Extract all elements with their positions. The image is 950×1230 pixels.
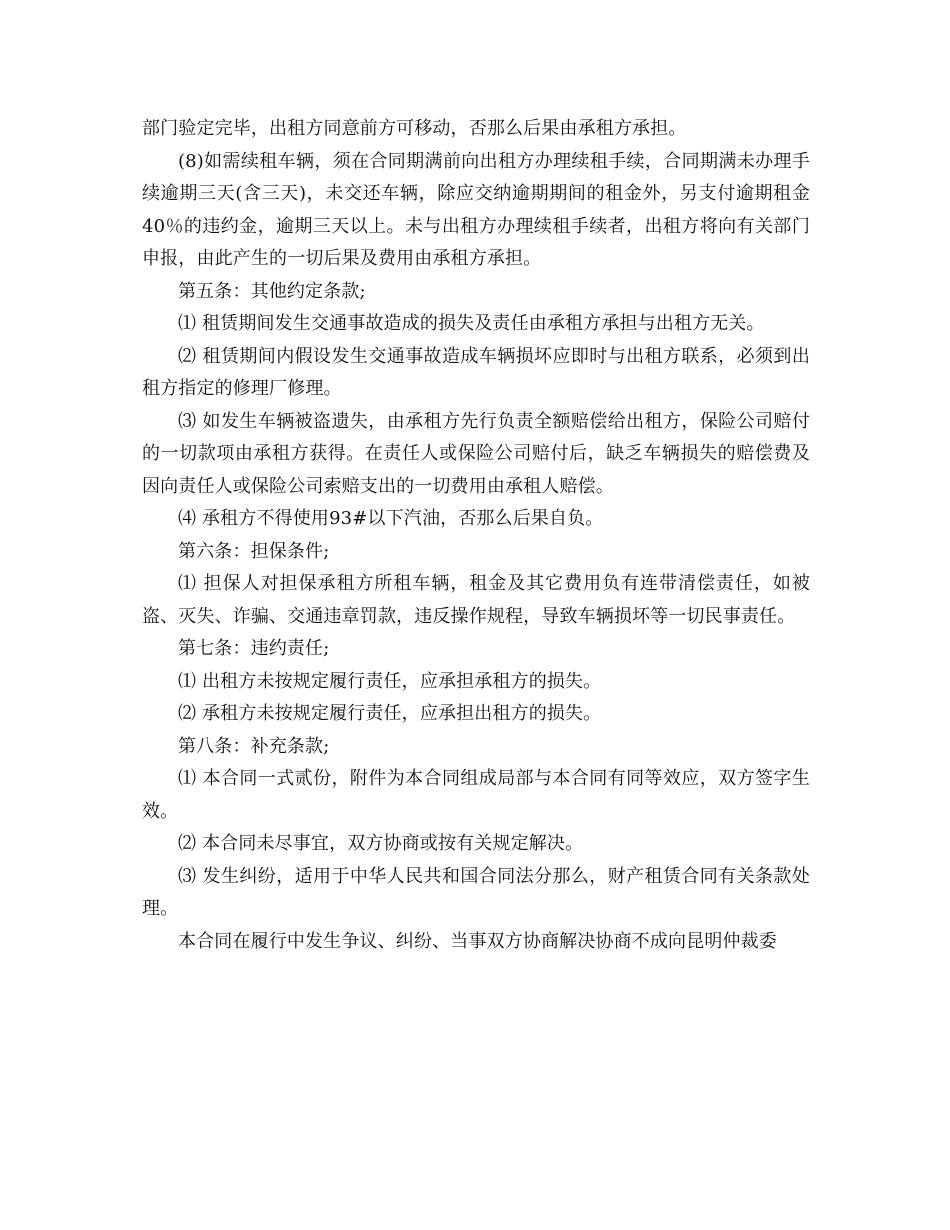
section-heading-5: 第五条：其他约定条款; xyxy=(178,280,366,302)
paragraph-5: ⑶ 如发生车辆被盗遗失，由承租方先行负责全额赔偿给出租方，保险公司赔付的一切款项由承租方获得。在责任人或保险公司赔付后，缺乏车辆损失的赔偿费及因向责任人或保险公司索赔支出的一切费用由承租人赔偿。 xyxy=(142,410,810,497)
paragraph-7: ⑴ 担保人对担保承租方所租车辆，租金及其它费用负有连带清偿责任，如被盗、灭失、诈骗、交通违章罚款，违反操作规程，导致车辆损坏等一切民事责任。 xyxy=(142,573,810,627)
paragraph-3: ⑴ 租赁期间发生交通事故造成的损失及责任由承租方承担与出租方无关。 xyxy=(178,313,765,334)
paragraph-10: ⑴ 本合同一式贰份，附件为本合同组成局部与本合同有同等效应，双方签字生效。 xyxy=(142,768,810,822)
document-body xyxy=(142,113,810,958)
paragraph-8: ⑴ 出租方未按规定履行责任，应承担承租方的损失。 xyxy=(178,670,602,692)
section-heading-7: 第七条：违约责任; xyxy=(178,638,330,659)
section-heading-6: 第六条：担保条件; xyxy=(178,540,330,562)
paragraph-11: ⑵ 本合同未尽事宜，双方协商或按有关规定解决。 xyxy=(178,833,584,854)
paragraph-2: (8)如需续租车辆，须在合同期满前向出租方办理续租手续，合同期满未办理手续逾期三天(含三天)，未交还车辆，除应交纳逾期期间的租金外，另支付逾期租金40％的违约金，逾期三天以上。未与出租方办理续租手续者，出租方将向有关部门申报，由此产生的一切后果及费用由承租方承担。 xyxy=(142,150,810,269)
paragraph-6: ⑷ 承租方不得使用93#以下汽油，否那么后果自负。 xyxy=(178,508,604,529)
paragraph-13: 本合同在履行中发生争议、纠纷、当事双方协商解决协商不成向昆明仲裁委 xyxy=(178,930,777,952)
paragraph-1: 部门验定完毕，出租方同意前方可移动，否那么后果由承租方承担。 xyxy=(142,118,687,139)
paragraph-9: ⑵ 承租方未按规定履行责任，应承担出租方的损失。 xyxy=(178,703,602,724)
paragraph-4: ⑵ 租赁期间内假设发生交通事故造成车辆损坏应即时与出租方联系，必须到出租方指定的修理厂修理。 xyxy=(142,345,810,399)
paragraph-12: ⑶ 发生纠纷，适用于中华人民共和国合同法分那么，财产租赁合同有关条款处理。 xyxy=(142,865,810,919)
section-heading-8: 第八条：补充条款; xyxy=(178,735,330,757)
